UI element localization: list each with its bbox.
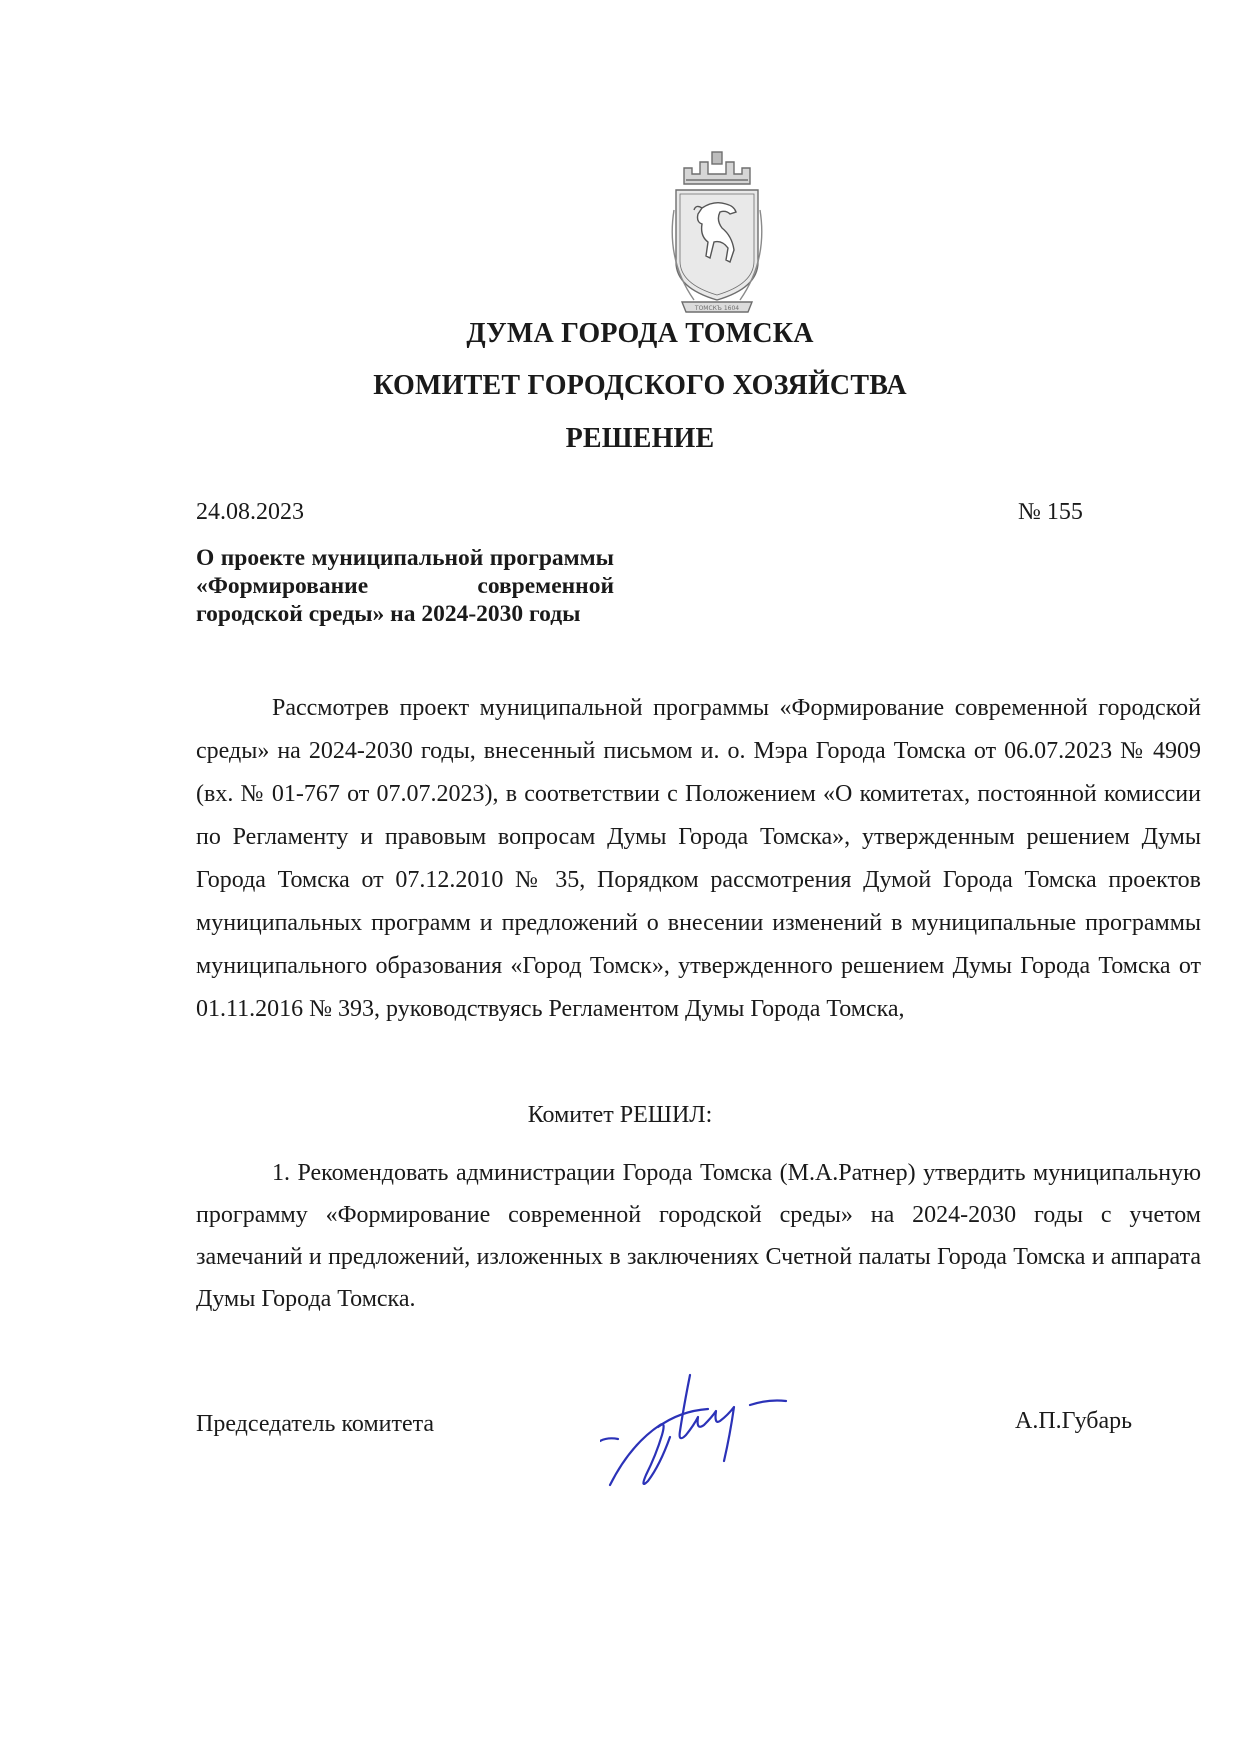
doc-type-title: РЕШЕНИЕ xyxy=(565,423,715,454)
org-title: ДУМА ГОРОДА ТОМСКА xyxy=(466,318,814,349)
handwritten-signature xyxy=(600,1365,840,1500)
decided-label: Комитет РЕШИЛ: xyxy=(527,1102,713,1128)
decision-date: 24.08.2023 xyxy=(196,499,304,525)
decision-point-1: 1. Рекомендовать администрации Города Томска (М.А.Ратнер) утвердить муниципальную программу «Формирование современной городской среды» на 2024-2030 годы с учетом замечаний и предложений, изложенных в заключениях Счетной палаты Города Томска и аппарата Думы Города Томска. xyxy=(196,1160,1201,1312)
decision-subject: О проекте муниципальной программы «Формирование современной городской среды» на 2024-2030 годы xyxy=(196,545,614,627)
committee-title: КОМИТЕТ ГОРОДСКОГО ХОЗЯЙСТВА xyxy=(373,370,907,401)
signatory-name: А.П.Губарь xyxy=(1015,1408,1133,1434)
preamble-paragraph: Рассмотрев проект муниципальной программы «Формирование современной городской среды» на 2024-2030 годы, внесенный письмом и. о. Мэра Города Томска от 06.07.2023 № 4909 (вх. № 01-767 от 07.07.2023), в соответствии с Положением «О комитетах, постоянной комиссии по Регламенту и правовым вопросам Думы Города Томска», утвержденным решением Думы Города Томска от 07.12.2010 № 35, Порядком рассмотрения Думой Города Томска проектов муниципальных программ и предложений о внесении изменений в муниципальные программы муниципального образования «Город Томск», утвержденного решением Думы Города Томска от 01.11.2016 № 393, руководствуясь Регламентом Думы Города Томска, xyxy=(196,695,1201,1022)
decision-number: № 155 xyxy=(1018,499,1083,525)
signatory-position: Председатель комитета xyxy=(196,1411,435,1437)
tomsk-coat-of-arms-icon xyxy=(662,150,772,320)
svg-text:ТОМСКЪ 1604: ТОМСКЪ 1604 xyxy=(694,305,740,312)
